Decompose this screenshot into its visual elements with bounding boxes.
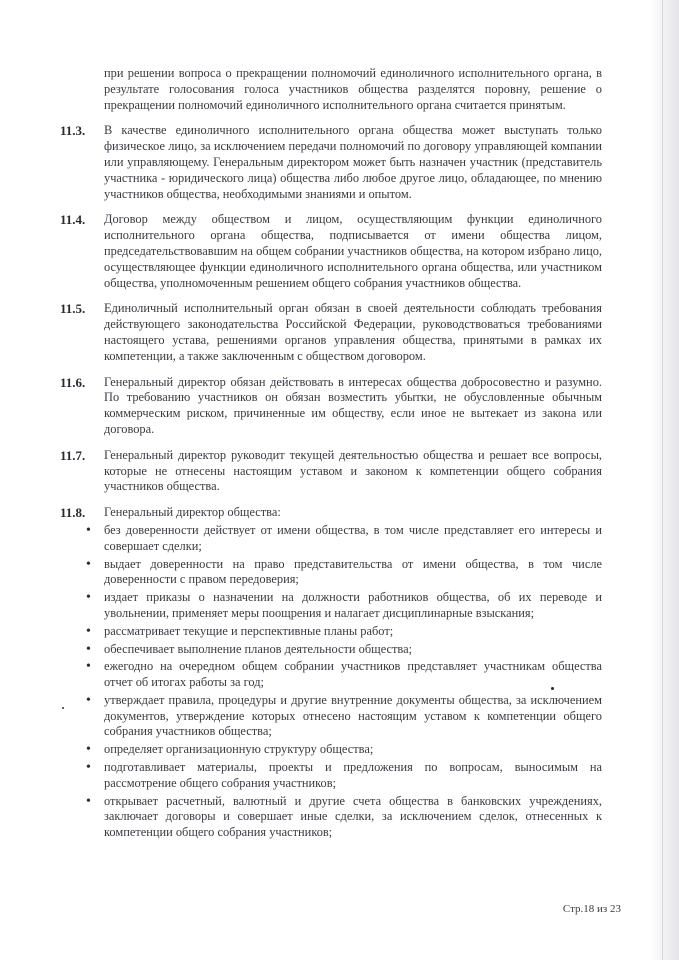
list-item: • определяет организационную структуру общества; <box>86 742 602 758</box>
page-number: Стр.18 из 23 <box>562 903 621 915</box>
document-page <box>60 66 602 843</box>
clause-text: В качестве единоличного исполнительного органа общества может выступать только физическое лицо, за исключением передачи полномочий по договору управляющей компании или управляющему. Генеральным директором может быть назначен участник (представитель участника - юридического лица) общества либо любое другое лицо, обладающее, по мнению участников общества, необходимыми знаниями и опытом. <box>104 123 602 201</box>
clause-text: Единоличный исполнительный орган обязан в своей деятельности соблюдать требования действующего законодательства Российской Федерации, руководствоваться требованиями настоящего устава, решениями органов управления общества, принятыми в рамках их компетенции, а также заключенным с обществом договором. <box>104 301 602 363</box>
clause-text: Договор между обществом и лицом, осуществляющим функции единоличного исполнительного органа общества, подписывается от имени общества лицом, председательствовавшим на общем собрании участников общества, на котором избрано лицо, осуществляющее функции единоличного исполнительного органа общества, или участником общества, уполномоченным решением общего собрания участников общества. <box>104 212 602 290</box>
list-item: • обеспечивает выполнение планов деятельности общества; <box>86 642 602 658</box>
list-item: • выдает доверенности на право представительства от имени общества, в том числе доверенности с правом передоверия; <box>86 557 602 589</box>
list-item: • рассматривает текущие и перспективные планы работ; <box>86 624 602 640</box>
list-item: • ежегодно на очередном общем собрании участников представляет участникам общества отчет об итогах работы за год; <box>86 659 602 691</box>
clause-11-6 <box>60 375 602 438</box>
clause-11-4 <box>60 212 602 291</box>
clause-number: 11.7. <box>60 447 86 463</box>
clause-number: 11.5. <box>60 301 86 317</box>
scan-edge-line <box>662 0 663 960</box>
scan-speck <box>62 707 64 709</box>
list-item: • открывает расчетный, валютный и другие счета общества в банковских учреждениях, заключает договоры и совершает иные сделки, за исключением сделок, отнесенных к компетенции общего собрания участников; <box>86 794 602 841</box>
clause-11-8 <box>60 505 602 521</box>
intro-paragraph: при решении вопроса о прекращении полномочий единоличного исполнительного органа, в результате голосования голоса участников общества разделятся поровну, решение о прекращении полномочий единоличного исполнительного органа считается принятым. <box>104 66 602 112</box>
scan-speck <box>551 687 554 690</box>
clause-text <box>104 505 602 521</box>
list-item: • подготавливает материалы, проекты и предложения по вопросам, выносимым на рассмотрение общего собрания участников; <box>86 760 602 792</box>
scan-paper-edge <box>651 0 679 960</box>
clause-11-7 <box>60 448 602 495</box>
list-item: • без доверенности действует от имени общества, в том числе представляет его интересы и совершает сделки; <box>86 523 602 555</box>
clause-number: 11.3. <box>60 123 86 139</box>
clause-number: 11.8. <box>60 505 86 521</box>
clause-11-5 <box>60 301 602 364</box>
clause-lead: Генеральный директор общества: <box>104 505 281 520</box>
list-item: • издает приказы о назначении на должности работников общества, об их переводе и увольнении, применяет меры поощрения и налагает дисциплинарные взыскания; <box>86 590 602 622</box>
clause-text: Генеральный директор руководит текущей деятельностью общества и решает все вопросы, которые не отнесены настоящим уставом и законом к компетенции общего собрания участников общества. <box>104 447 602 494</box>
clause-number: 11.4. <box>60 212 86 228</box>
clause-number: 11.6. <box>60 374 86 390</box>
clause-text: Генеральный директор обязан действовать в интересах общества добросовестно и разумно. По требованию участников он обязан возместить убытки, не обусловленные обычным коммерческим риском, причиненные им обществу, если иное не вытекает из закона или договора. <box>104 374 602 436</box>
list-item: • утверждает правила, процедуры и другие внутренние документы общества, за исключением документов, утверждение которых отнесено настоящим уставом к компетенции общего собрания участников общества; <box>86 693 602 740</box>
director-duties-list <box>86 523 602 841</box>
clause-11-3 <box>60 123 602 202</box>
